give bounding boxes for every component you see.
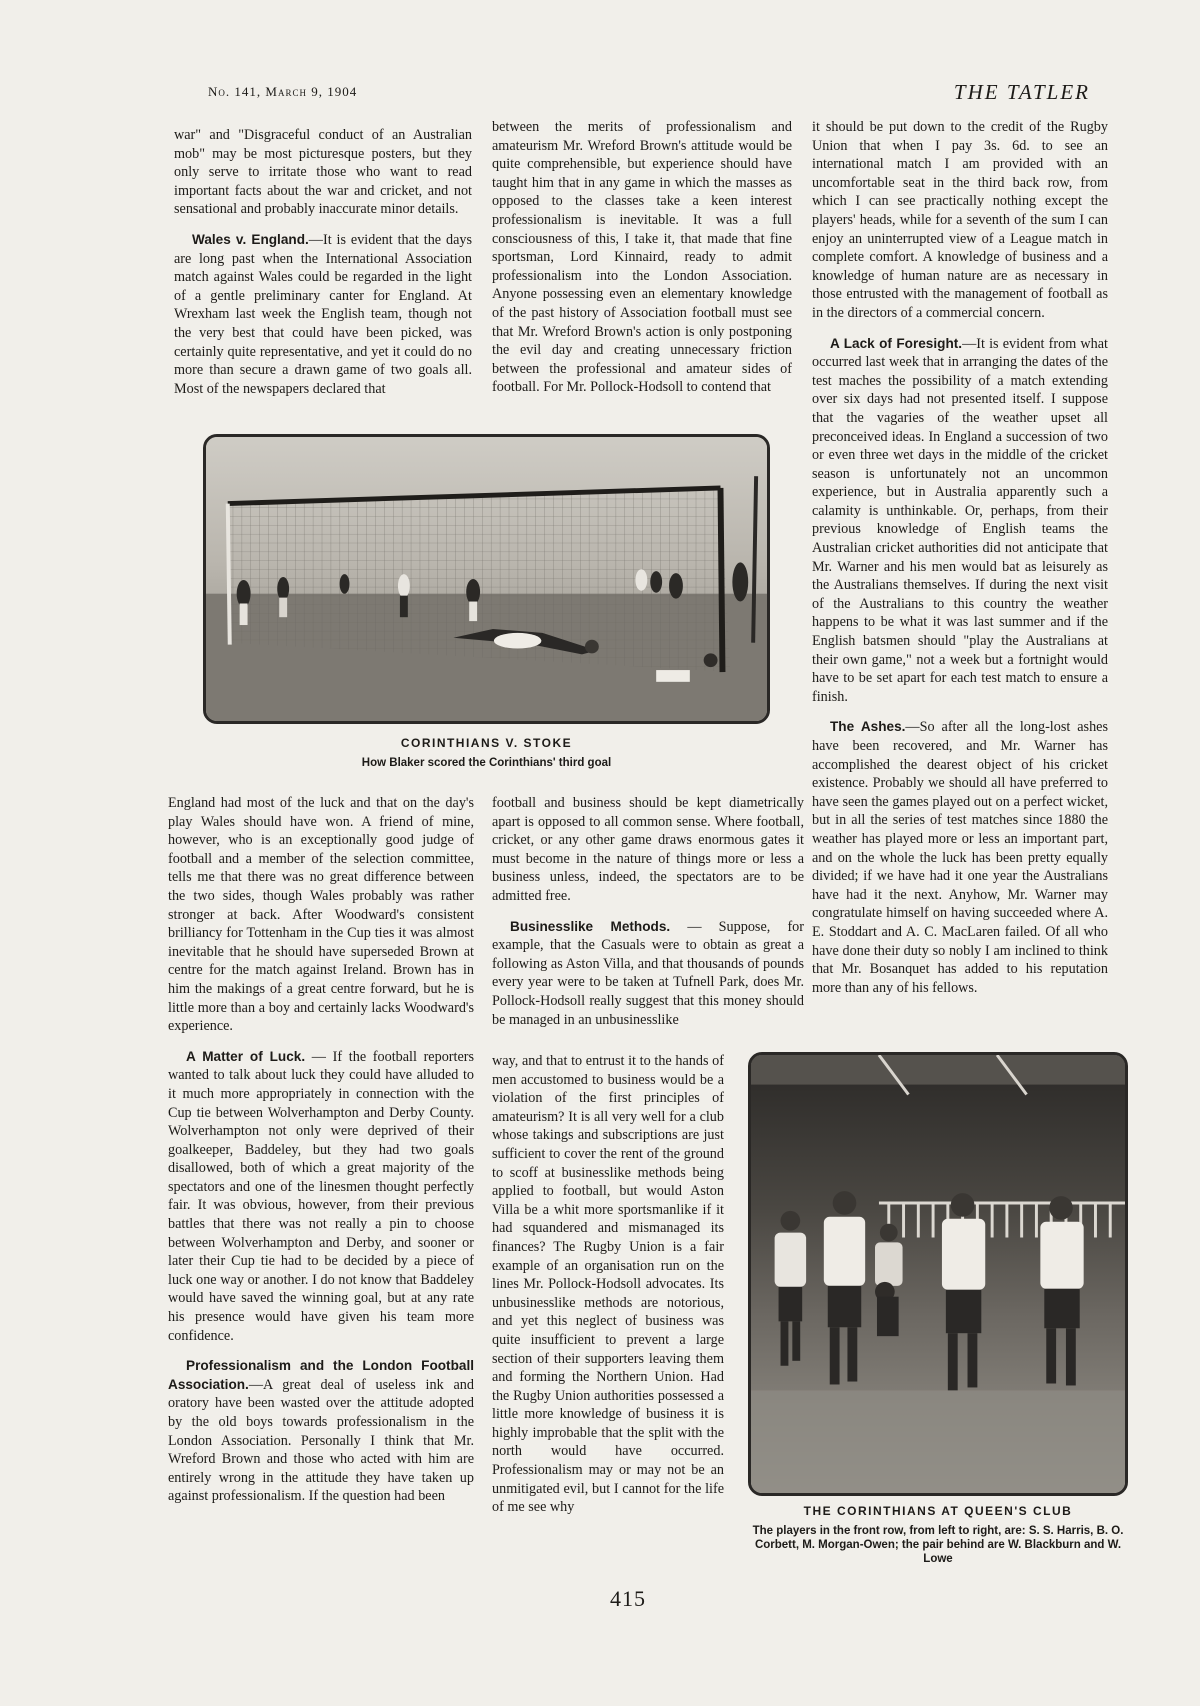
paragraph — [168, 1048, 474, 1346]
section-heading: The Ashes. — [830, 719, 906, 735]
paragraph-text: —So after all the long-lost ashes have been recovered, and Mr. Warner has accomplished the dearest object of his cricket existence. Probably we should all have preferred to have seen the games played out on a perfect wicket, but in all the series of test matches since 1880 the weather has played more or less an important part, and on the whole the luck has been pretty equally divided; if we have had it one year the Australians have had it the next. Anyhow, Mr. Warner may congratulate himself on having succeeded where A. E. Stoddart and A. C. MacLaren failed. Of all who have done their duty so nobly I am inclined to think that Mr. Bosanquet has added to his reputation more than any of his fellows. — [812, 719, 1108, 996]
column-1-bottom — [168, 794, 474, 1574]
paragraph: it should be put down to the credit of the Rugby Union that when I pay 3s. 6d. to see an international match I am provided with an uncomfortable seat in the third back row, from which I can see practically nothing except the players' heads, while for a seventh of the sum I can enjoy an uninterrupted view of a League match in complete comfort. A knowledge of business and a knowledge of human nature are as necessary in those entrusted with the management of football as in the directors of a commercial concern. — [812, 119, 1108, 321]
paragraph — [492, 918, 804, 1028]
section-heading: A Lack of Foresight. — [830, 335, 963, 351]
paragraph: England had most of the luck and that on the day's play Wales should have won. A friend of mine, however, who is an exceptionally good judge of football and a member of the selection committee, tells me that there was no great difference between the two sides, though Wales probably was rather stronger at back. After Woodward's consistent brilliancy for Tottenham in the Cup ties it was almost inevitable that he should have superseded Brown at centre for the match against Ireland. Brown has in him the makings of a great centre forward, but he is little more than a boy and certainly lacks Woodward's experience. — [168, 795, 474, 1035]
section-heading: Wales v. England. — [192, 231, 309, 247]
paragraph — [812, 335, 1108, 707]
players-illustration — [751, 1055, 1125, 1493]
column-2-bottom — [492, 794, 804, 1028]
photo-caption-title: THE CORINTHIANS AT QUEEN'S CLUB — [803, 1504, 1073, 1518]
photo-caption: The players in the front row, from left to right, are: S. S. Harris, B. O. Corbett, M. Morgan-Owen; the pair behind are W. Blackburn and W. Lowe — [752, 1525, 1124, 1565]
column-2-narrow — [492, 1052, 724, 1572]
football-match-photo — [203, 434, 770, 724]
paragraph-text: — If the football reporters wanted to talk about luck they could have alluded to it much more appropriately in connection with the Cup tie between Wolverhampton and Derby County. Wolverhampton not only were deprived of their goalkeeper, Baddeley, but they had two goals disallowed, both of which a great majority of the spectators and one of the linesmen thought perfectly fair. It was obvious, however, from their previous battles that there was not really a pin to choose between Wolverhampton and Derby, and sooner or later their Cup tie had to be decided by a piece of luck one way or another. I do not know that Baddeley would have saved the winning goal, but at any rate his presence would have given his team more confidence. — [168, 1048, 474, 1344]
paragraph-text: —A great deal of useless ink and oratory have been wasted over the attitude adopted by the old boys towards professionalism in the London Association. Personally I think that Mr. Wreford Brown and those who acted with him are entirely wrong in the attitude they have taken up against professionalism. If the question had been — [168, 1376, 474, 1505]
goal-scene-illustration — [206, 437, 767, 721]
paragraph — [812, 718, 1108, 997]
paragraph-text: — Suppose, for example, that the Casuals were to obtain as great a following as Aston Villa, and that thousands of pounds every year were to be taken at Tufnell Park, does Mr. Pollock-Hodsoll really suggest that this money should be managed in an unbusinesslike — [492, 918, 804, 1028]
photo-caption: How Blaker scored the Corinthians' third goal — [361, 757, 612, 769]
paragraph-text: —It is evident from what occurred last week that in arranging the dates of the test maches the possibility of a match extending over six days had not presented itself. I suppose that the vagaries of the weather upset all preconceived ideas. In England a succession of two or even three wet days in the middle of the cricket season is unfortunately not an uncommon experience, but in Australia apparently such a calamity is unthinkable. Or, perhaps, from their previous knowledge of English teams the Australian cricket authorities did not anticipate that Mr. Warner and his men would bat as leisurely as the Australians themselves. If during the next visit of the Australians to this country the weather happens to be what it was last summer and if the English batsmen should "play the Australians at their own game," not a week but a fortnight would have to be set apart for each test match to ensure a finish. — [812, 335, 1108, 705]
issue-date: No. 141, March 9, 1904 — [208, 84, 358, 99]
column-1-top — [174, 126, 472, 426]
photo-caption-title: CORINTHIANS V. STOKE — [400, 736, 573, 750]
section-heading: Professionalism and the London Football Association. — [168, 1358, 474, 1392]
paragraph: between the merits of professionalism and amateurism Mr. Wreford Brown's attitude would be quite comprehensible, but experience should have taught him that in any game in which the masses as opposed to the classes take a keen interest professionalism is inevitable. It was a full consciousness of this, I take it, that made that fine sportsman, Lord Kinnaird, ready to admit professionalism into the London Association. Anyone possessing even an elementary knowledge of the past history of Association football must see that Mr. Wreford Brown's action is only postponing the evil day and creating unnecessary friction between the professional and amateur sides of football. For Mr. Pollock-Hodsoll to contend that — [492, 119, 792, 396]
section-heading: Businesslike Methods. — [510, 918, 671, 934]
paragraph: way, and that to entrust it to the hands of men accustomed to business would be a violation of the first principles of amateurism? It is all very well for a club whose takings and subscriptions are just sufficient to cover the rent of the ground to scoff at businesslike methods being applied to football, but would Aston Villa be a whit more sportsmanlike if it had squandered and mismanaged its finances? The Rugby Union is a fair example of an organisation run on the lines Mr. Pollock-Hodsoll advocates. Its unbusinesslike methods are notorious, and yet this neglect of business was quite insufficient to prevent a large section of their supporters leaving them and forming the Northern Union. Had the Rugby Union authorities possessed a little more knowledge of business it is highly improbable that the split with the north would have occurred. Professionalism may or may not be an unmitigated evil, but I cannot for the life of me see why — [492, 1053, 724, 1516]
section-heading: A Matter of Luck. — [186, 1048, 306, 1064]
paragraph: war" and "Disgraceful conduct of an Australian mob" may be most picturesque posters, but they only serve to irritate those who want to read important facts about the war and cricket, and not sensational and probably inaccurate minor details. — [174, 127, 472, 218]
paragraph-text: —It is evident that the days are long past when the International Association match against Wales could be regarded in the light of a gentle preliminary canter for England. At Wrexham last week the English team, though not the very best that could have been picked, was certainly quite representative, and yet it could do no more than secure a drawn game of two goals all. Most of the newspapers declared that — [174, 231, 472, 397]
paragraph — [168, 1357, 474, 1506]
magazine-title: THE TATLER — [953, 80, 1090, 104]
paragraph — [174, 231, 472, 398]
paragraph: football and business should be kept diametrically apart is opposed to all common sense. Where football, cricket, or any other game draws enormous gates it must become in the nature of things more or less a business unless, indeed, the spectators are to be admitted free. — [492, 795, 804, 904]
column-2-top — [492, 118, 792, 418]
column-3 — [812, 118, 1108, 1030]
team-photo — [748, 1052, 1128, 1496]
page-number: 415 — [610, 1586, 646, 1611]
